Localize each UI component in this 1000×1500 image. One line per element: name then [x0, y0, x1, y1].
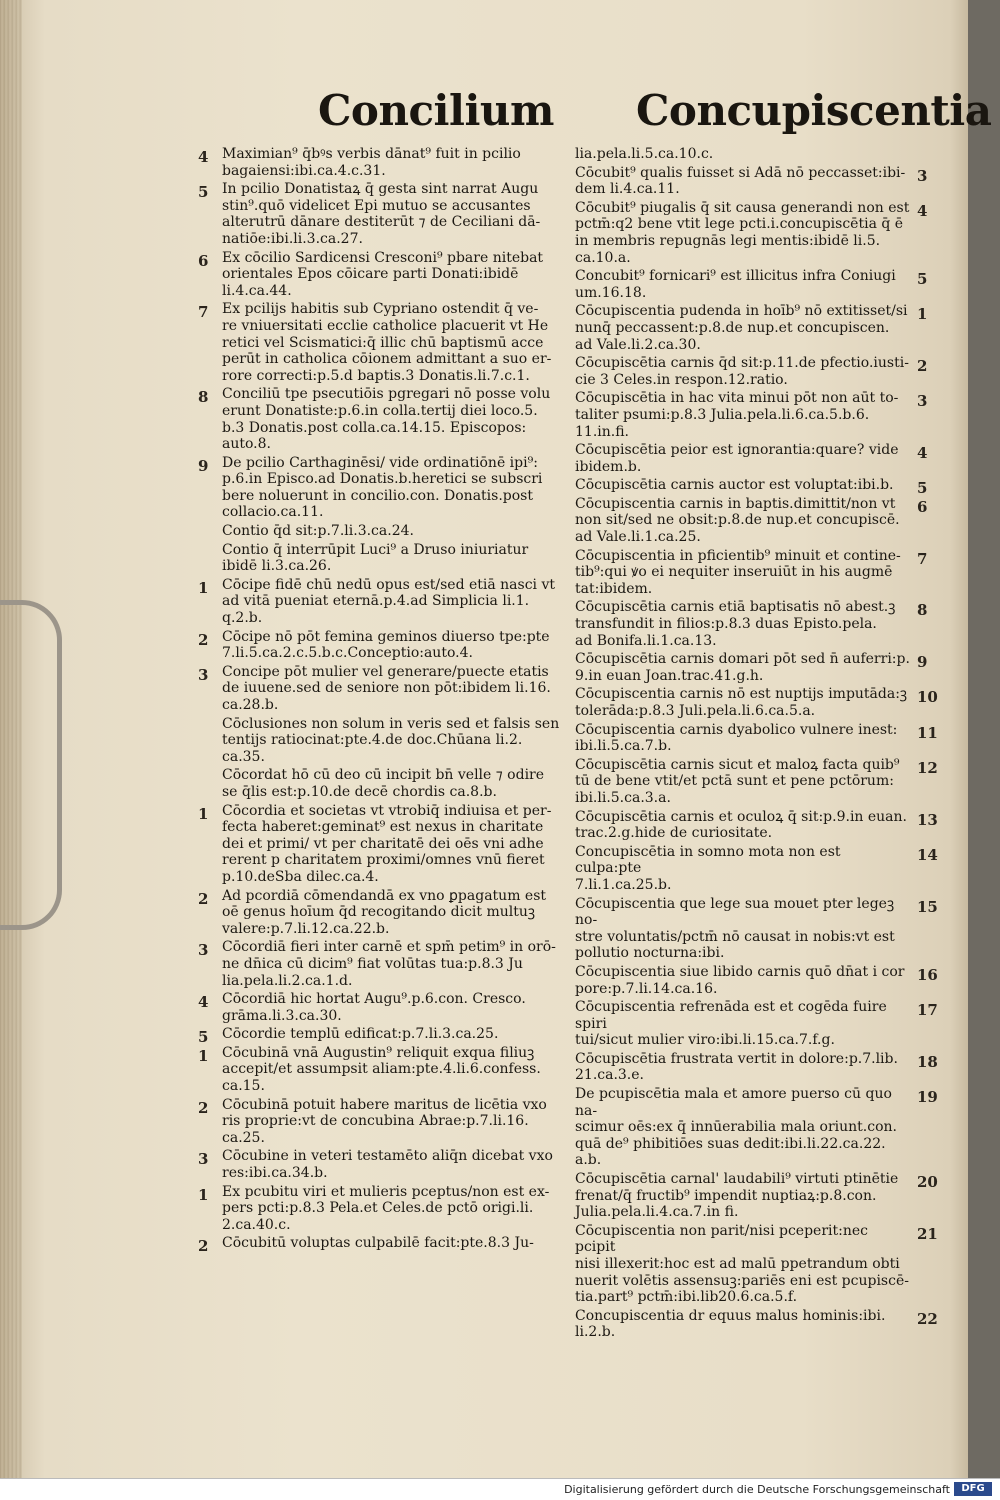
entry-number: 13	[917, 810, 938, 829]
index-entry	[198, 1148, 602, 1182]
entry-text: In pcilio Donatistaꝝ q̄ gesta sint narrat Augu stin⁹.quō videlicet Epi mutuo se accusantes alterutrū dānare destiterūt ⁊ de Ceciliani dā- natiōe:ibi.li.3.ca.27.	[222, 181, 541, 247]
entry-text: Cōcupiscentia refrenāda est et cogēda fuire spiri tui/sicut mulier viro:ibi.li.15.ca.7.f.g.	[575, 999, 887, 1049]
entry-text: Ex cōcilio Sardicensi Cresconi⁹ pbare nitebat orientales Epos cōicare parti Donati:ibidē li.4.ca.44.	[222, 249, 544, 299]
entry-text: lia.pela.li.5.ca.10.c.	[575, 146, 714, 162]
index-entry	[575, 686, 938, 719]
index-entry	[575, 164, 928, 198]
index-entry	[222, 523, 602, 540]
index-entry	[198, 628, 602, 662]
entry-text: Cōclusiones non solum in veris sed et falsis sen tentijs ratiocinat:pte.4.de doc.Chūana li.2. ca.35.	[222, 715, 560, 765]
entry-text: Cōcupiscentia non parit/nisi pceperit:nec pcipit nisi illexerit:hoc est ad malū ppetrandum obti nuerit volētis assensuꝫ:pariēs eni est pcupiscē- tia.part⁹ pctm̄:ibi.lib20.6.ca.5.f.	[575, 1222, 909, 1306]
entry-text: Cōcupiscētia carnis sicut et maloꝝ facta quib⁹ tū de bene vtit/et pctā sunt et pene pctōrum: ibi.li.5.ca.3.a.	[575, 756, 900, 806]
heading-right: Concupiscentia	[636, 86, 992, 135]
entry-number: 1	[198, 578, 209, 597]
index-entry	[198, 1096, 602, 1147]
left-column	[198, 146, 602, 1256]
index-entry	[575, 268, 928, 301]
entry-text: Cōcupiscētia in hac vita minui pōt non aūt to- taliter psumi:p.8.3 Julia.pela.li.6.ca.5.b.6. 11.in.fi.	[575, 390, 899, 440]
index-entry	[198, 146, 602, 179]
entry-text: Cōcupiscētia carnis auctor est voluptat:ibi.b.	[575, 477, 894, 494]
entry-number: 2	[917, 357, 928, 376]
dfg-logo: DFG	[954, 1482, 992, 1496]
entry-number: 3	[917, 392, 928, 411]
entry-number: 4	[917, 201, 928, 220]
index-entry	[575, 355, 928, 388]
index-entry	[575, 999, 938, 1049]
entry-text: Cōcubine in veteri testamēto aliq̄n dicebat vxo res:ibi.ca.34.b.	[222, 1148, 553, 1182]
index-entry	[198, 1026, 602, 1047]
entry-number: 6	[917, 497, 928, 516]
entry-number: 20	[917, 1173, 938, 1192]
entry-number: 4	[198, 148, 209, 166]
entry-text: Cōcupiscentia pudenda in hoīb⁹ nō extitisset/si nunq̄ peccassent:p.8.de nup.et concupiscen. ad Vale.li.2.ca.30.	[575, 303, 908, 353]
entry-text: Ad pcordiā cōmendandā ex vno ꝑpagatum est oē genus hoīum q̄d recogitando dicit multuꝫ valere:p.7.li.12.ca.22.b.	[222, 887, 547, 937]
index-entry	[575, 495, 928, 546]
entry-number: 22	[917, 1309, 938, 1328]
entry-number: 16	[917, 965, 938, 984]
index-entry	[575, 843, 938, 894]
index-entry	[575, 442, 928, 475]
index-entry	[575, 303, 928, 353]
entry-text: Concubit⁹ fornicari⁹ est illicitus infra Coniugi um.16.18.	[575, 268, 896, 301]
index-entry	[575, 963, 938, 997]
entry-text: Cōcupiscentia carnis dyabolico vulnere inest: ibi.li.5.ca.7.b.	[575, 721, 898, 755]
index-entry	[198, 802, 602, 886]
entry-text: Cōcordiā fieri inter carnē et spm̄ petim⁹ in orō- ne dn̄ica cū dicim⁹ fiat volūtas tua:p.8.3 Ju lia.pela.li.2.ca.1.d.	[222, 939, 556, 989]
entry-text: De pcilio Carthaginēsi/ vide ordinatiōnē ipi⁹: p.6.in Episco.ad Donatis.b.heretici se subscri bere noluerunt in concilio.con. Donatis.post collacio.ca.11.	[222, 454, 543, 521]
entry-text: Cōcupiscētia carnal' laudabili⁹ virtuti ptinētie frenat/q̄ fructib⁹ impendit nuptiaꝝ:p.8.con. Julia.pela.li.4.ca.7.in fi.	[575, 1171, 899, 1221]
index-entry	[575, 756, 938, 807]
entry-text: Conciliū tpe psecutiōis pgregari nō posse volu erunt Donatiste:p.6.in colla.tertij diei loco.5. b.3 Donatis.post colla.ca.14.15. Episcopos: auto.8.	[222, 386, 551, 453]
index-entry	[575, 199, 928, 266]
entry-number: 2	[198, 1098, 209, 1117]
index-entry	[198, 454, 602, 521]
entry-number: 8	[917, 601, 928, 620]
index-entry	[575, 1086, 938, 1169]
entry-text: Cōcupiscētia frustrata vertit in dolore:p.7.lib. 21.ca.3.e.	[575, 1050, 898, 1084]
entry-text: Cōcupiscētia carnis etiā baptisatis nō abest.ꝫ transfundit in filios:p.8.3 duas Episto.pela. ad Bonifa.li.1.ca.13.	[575, 599, 896, 649]
entry-text: Cōcipe fidē chū nedū opus est/sed etiā nasci vt ad vitā pueniat eternā.p.4.ad Simplicia li.1. q.2.b.	[222, 576, 556, 627]
entry-number: 1	[198, 1046, 209, 1065]
entry-number: 2	[198, 1237, 209, 1256]
index-entry	[575, 146, 910, 163]
index-entry	[198, 1235, 602, 1256]
index-entry	[575, 1222, 938, 1306]
index-entry	[575, 599, 928, 649]
entry-text: Cōcupiscentia carnis nō est nuptijs imputāda:ꝫ tolerāda:p.8.3 Juli.pela.li.6.ca.5.a.	[575, 686, 908, 719]
index-entry	[575, 1050, 938, 1084]
entry-text: Contio q̄ interrūpit Luci⁹ a Druso iniuriatur ibidē li.3.ca.26.	[222, 541, 529, 575]
entry-text: Cōcupiscentia in pficientib⁹ minuit et contine- tib⁹:qui ꝟo ei nequiter inseruiūt in his augmē tat:ibidem.	[575, 547, 901, 597]
index-entry	[222, 542, 602, 575]
entry-text: Maximian⁹ q̄bꝰs verbis dānat⁹ fuit in pcilio bagaiensi:ibi.ca.4.c.31.	[222, 146, 521, 179]
entry-text: Cōcupiscētia peior est ignorantia:quare? vide ibidem.b.	[575, 442, 899, 475]
entry-text: Contio q̄d sit:p.7.li.3.ca.24.	[222, 523, 414, 540]
entry-number: 4	[917, 444, 928, 463]
entry-number: 17	[917, 1001, 938, 1020]
entry-number: 5	[917, 270, 928, 289]
right-column	[575, 146, 938, 1343]
index-entry	[222, 767, 602, 800]
index-entry	[575, 547, 928, 598]
entry-text: Cōcupiscentia siue libido carnis quō dn̄at i cor pore:p.7.li.14.ca.16.	[575, 963, 905, 997]
entry-number: 3	[198, 941, 209, 960]
entry-number: 3	[198, 1150, 209, 1169]
entry-number: 10	[917, 688, 938, 707]
index-entry	[198, 249, 602, 300]
entry-number: 21	[917, 1224, 938, 1243]
entry-number: 9	[198, 456, 209, 475]
entry-number: 12	[917, 758, 938, 777]
entry-text: Cōcubit⁹ piugalis q̄ sit causa generandi non est pctm̄:q2 bene vtit lege pcti.i.concupiscētia q̄ ē in membris repugnās legi mentis:ibidē li.5. ca.10.a.	[575, 199, 910, 266]
entry-text: Cōcupiscētia carnis domari pōt sed n̄ auferri:p. 9.in euan Joan.trac.41.g.h.	[575, 651, 910, 684]
entry-number: 5	[198, 183, 209, 202]
entry-text: Ex pcubitu viri et mulieris pceptus/non est ex- pers pcti:p.8.3 Pela.et Celes.de pctō origi.li. 2.ca.40.c.	[222, 1183, 550, 1233]
entry-number: 2	[198, 889, 209, 908]
entry-text: Concipe pōt mulier vel generare/puecte etatis de iuuene.sed de seniore non pōt:ibidem li.16. ca.28.b.	[222, 663, 551, 713]
entry-number: 4	[198, 993, 209, 1012]
entry-number: 18	[917, 1052, 938, 1071]
index-entry	[198, 663, 602, 714]
entry-number: 7	[198, 303, 209, 322]
index-entry	[198, 576, 602, 627]
entry-text: Cōcubit⁹ qualis fuisset si Adā nō peccasset:ibi- dem li.4.ca.11.	[575, 164, 906, 198]
entry-number: 1	[198, 804, 209, 823]
entry-number: 1	[198, 1185, 209, 1204]
entry-number: 7	[917, 549, 928, 568]
entry-number: 14	[917, 845, 938, 864]
index-entry	[575, 1171, 938, 1221]
entry-number: 8	[198, 388, 209, 407]
entry-number: 2	[198, 630, 209, 649]
index-entry	[198, 1183, 602, 1234]
index-entry	[198, 301, 602, 384]
entry-number: 11	[917, 723, 938, 742]
entry-text: Cōcordiā hic hortat Augu⁹.p.6.con. Cresco. grāma.li.3.ca.30.	[222, 991, 526, 1024]
entry-text: Cōcupiscētia carnis et oculoꝝ q̄ sit:p.9.in euan. trac.2.g.hide de curiositate.	[575, 808, 907, 842]
entry-text: Ex pcilijs habitis sub Cypriano ostendit q̄ ve- re vniuersitati ecclie catholice placuerit vt He retici vel Scismatici:q̄ illic chū baptismū acce perūt in catholica cōionem admittant a suo er- rore correcti:p.5.d baptis.3 Donatis.li.7.c.1.	[222, 301, 552, 384]
entry-text: Cōcordia et societas vt vtrobiq̄ indiuisa et per- fecta haberet:geminat⁹ est nexus in charitate dei et primi/ vt per charitatē dei oēs vni adhe rerent p charitatem proximi/omnes vnū fieret p.10.deSba dilec.ca.4.	[222, 802, 552, 885]
index-entry	[575, 1307, 938, 1341]
index-entry	[198, 386, 602, 453]
entry-text: Cōcupiscentia que lege sua mouet pter legeꝫ no- stre voluntatis/pctm̄ nō causat in nobis:vt est pollutio nocturna:ibi.	[575, 895, 895, 962]
entry-text: Cōcubinā potuit habere maritus de licētia vxo ris proprie:vt de concubina Abrae:p.7.li.16. ca.25.	[222, 1096, 547, 1146]
index-entry	[222, 716, 602, 766]
index-entry	[575, 651, 928, 684]
page-clip	[0, 600, 62, 930]
index-entry	[198, 181, 602, 247]
index-entry	[198, 991, 602, 1024]
entry-text: Cōcupiscētia carnis q̄d sit:p.11.de pfectio.iusti- cie 3 Celes.in respon.12.ratio.	[575, 355, 909, 388]
index-entry	[198, 1044, 602, 1095]
index-entry	[575, 895, 938, 962]
entry-text: De pcupiscētia mala et amore puerso cū quo na- scimur oēs:ex q̄ innūerabilia mala oriunt.con. quā de⁹ phibitiōes suas dedit:ibi.li.22.ca.22. a.b.	[575, 1086, 897, 1169]
entry-text: Concupiscentia dr equus malus hominis:ibi. li.2.b.	[575, 1307, 886, 1341]
entry-text: Cōcubitū voluptas culpabilē facit:pte.8.3 Ju-	[222, 1235, 534, 1252]
footer-bar	[0, 1478, 1000, 1500]
entry-number: 15	[917, 897, 938, 916]
index-entry	[198, 887, 602, 938]
index-entry	[575, 808, 938, 842]
footer-text: Digitalisierung gefördert durch die Deutsche Forschungsgemeinschaft	[564, 1483, 950, 1496]
entry-text: Cōcordat hō cū deo cū incipit bn̄ velle ⁊ odire se q̄lis est:p.10.de decē chordis ca.8.b.	[222, 767, 545, 800]
entry-text: Cōcupiscentia carnis in baptis.dimittit/non vt non sit/sed ne obsit:p.8.de nup.et concupiscē. ad Vale.li.1.ca.25.	[575, 495, 900, 546]
entry-number: 6	[198, 251, 209, 270]
entry-number: 19	[917, 1088, 938, 1107]
entry-text: Cōcordie templū edificat:p.7.li.3.ca.25.	[222, 1026, 499, 1043]
entry-text: Cōcubinā vnā Augustin⁹ reliquit exqua filiuꝫ accepit/et assumpsit aliam:pte.4.li.6.confess. ca.15.	[222, 1044, 541, 1095]
entry-number: 5	[198, 1028, 209, 1047]
entry-number: 3	[198, 665, 209, 684]
entry-number: 3	[917, 166, 928, 185]
entry-text: Cōcipe nō pōt femina geminos diuerso tpe:pte 7.li.5.ca.2.c.5.b.c.Conceptio:auto.4.	[222, 628, 550, 662]
index-entry	[198, 939, 602, 989]
index-entry	[575, 390, 928, 440]
heading-left: Concilium	[318, 86, 554, 135]
index-entry	[575, 721, 938, 755]
index-entry	[575, 477, 928, 498]
entry-text: Concupiscētia in somno mota non est culpa:pte 7.li.1.ca.25.b.	[575, 843, 841, 893]
entry-number: 1	[917, 305, 928, 324]
entry-number: 9	[917, 653, 928, 672]
entry-number: 5	[917, 479, 928, 498]
